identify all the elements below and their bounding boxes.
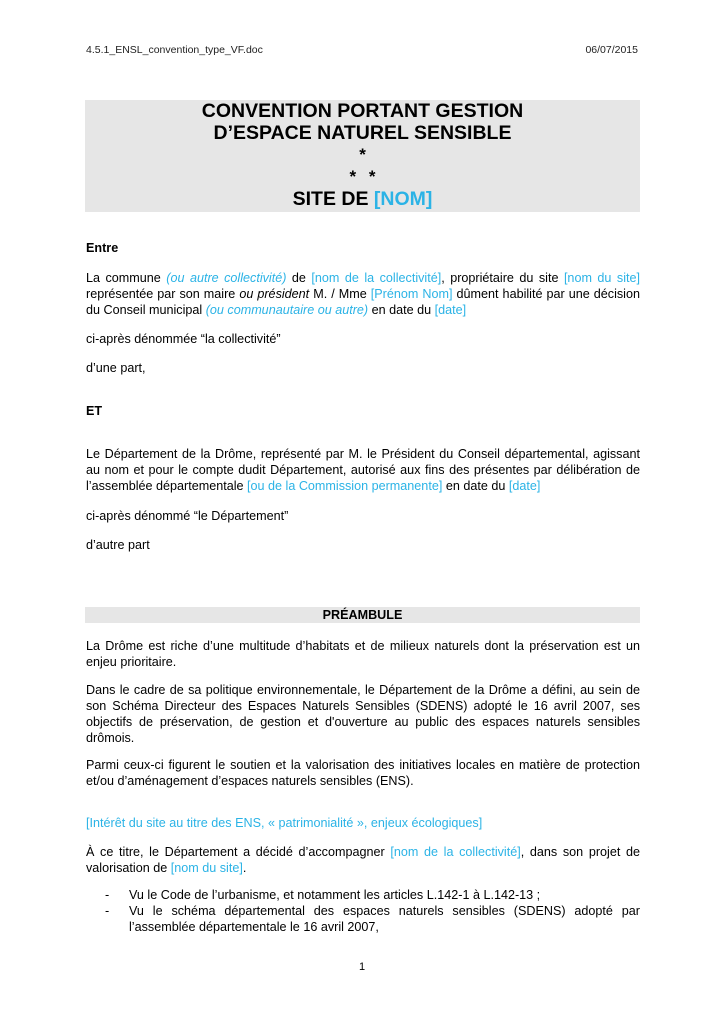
commune-placeholder-name: [nom de la collectivité]	[311, 271, 442, 285]
commune-paragraph	[86, 270, 640, 318]
preamble-paragraph-3: Parmi ceux-ci figurent le soutien et la valorisation des initiatives locales en matière de protection et/ou d’aménagement d’espaces naturels sensibles (ENS).	[86, 758, 640, 788]
site-prefix: SITE DE	[292, 188, 374, 210]
department-alias: ci-après dénommé “le Département”	[86, 509, 289, 523]
bullet-dash: -	[105, 904, 110, 918]
one-part: d’une part,	[86, 361, 146, 375]
site-title	[85, 188, 640, 210]
preamble-paragraph-2: Dans le cadre de sa politique environnementale, le Département de la Drôme a défini, au sein de son Schéma Directeur des Espaces Naturels Sensibles (SDENS) adopté le 16 avril 2007, ses objectifs de préservation, de gestion et d'ouverture au public des espaces naturels sensibles drômois.	[86, 683, 640, 745]
commune-placeholder-site: [nom du site]	[563, 271, 640, 285]
header-filename: 4.5.1_ENSL_convention_type_VF.doc	[86, 44, 263, 56]
dept-placeholder-commission: [ou de la Commission permanente]	[247, 479, 443, 493]
bullet-text: Vu le schéma départemental des espaces naturels sensibles (SDENS) adopté par l’assemblée départementale le 16 avril 2007,	[129, 904, 640, 934]
commune-placeholder-collectivity: (ou autre collectivité)	[166, 271, 287, 285]
collectivite-alias: ci-après dénommée “la collectivité”	[86, 332, 281, 346]
commune-placeholder-date: [date]	[434, 303, 467, 317]
list-item	[105, 903, 640, 935]
bullet-dash: -	[105, 888, 110, 902]
commune-text-5: M. / Mme	[309, 287, 371, 301]
dept-text-1: Le Département de la Drôme, représenté par M. le Président du Conseil départemental, agissant au nom et pour le compte dudit Département, autorisé aux fins des présentes par délibération de l’assemblée départementale	[86, 447, 640, 493]
department-paragraph	[86, 446, 640, 494]
site-interest-placeholder: [Intérêt du site au titre des ENS, « patrimonialité », enjeux écologiques]	[86, 816, 483, 830]
commune-text-7: en date du	[368, 303, 435, 317]
support-text-2: , dans son projet de valorisation de	[86, 845, 640, 875]
title-star-1: *	[359, 145, 366, 164]
preamble-heading: PRÉAMBULE	[85, 607, 640, 623]
header-date: 06/07/2015	[585, 44, 638, 56]
commune-text-2: de	[286, 271, 312, 285]
list-item	[105, 887, 640, 903]
commune-placeholder-person: [Prénom Nom]	[370, 287, 453, 301]
commune-placeholder-council: (ou communautaire ou autre)	[205, 303, 369, 317]
title-line-2: D’ESPACE NATUREL SENSIBLE	[213, 122, 512, 144]
site-name-placeholder: [NOM]	[373, 188, 433, 210]
support-text-3: .	[242, 861, 247, 875]
support-text-1: À ce titre, le Département a décidé d’accompagner	[86, 845, 391, 859]
between-label: Entre	[86, 241, 119, 255]
commune-text-4: représentée par son maire	[86, 287, 240, 301]
and-label: ET	[86, 404, 103, 418]
commune-text-1: La commune	[86, 271, 167, 285]
support-paragraph	[86, 844, 640, 876]
legal-references-list	[105, 887, 640, 935]
support-placeholder-collectivity: [nom de la collectivité]	[390, 845, 521, 859]
title-box	[85, 100, 640, 212]
other-part: d’autre part	[86, 538, 150, 552]
commune-italic-president: ou président	[239, 287, 310, 301]
support-placeholder-site: [nom du site]	[170, 861, 243, 875]
commune-text-3: , propriétaire du site	[441, 271, 564, 285]
title-line-1: CONVENTION PORTANT GESTION	[201, 100, 524, 122]
dept-placeholder-date: [date]	[508, 479, 541, 493]
preamble-paragraph-1: La Drôme est riche d’une multitude d’habitats et de milieux naturels dont la préservation est un enjeu prioritaire.	[86, 639, 640, 669]
commune-text-6: dûment habilité par une décision du Conseil municipal	[86, 287, 640, 317]
page-number: 1	[358, 961, 366, 973]
bullet-text: Vu le Code de l’urbanisme, et notamment les articles L.142-1 à L.142-13 ;	[129, 888, 541, 902]
dept-text-2: en date du	[442, 479, 509, 493]
title-star-2: * *	[349, 167, 376, 186]
